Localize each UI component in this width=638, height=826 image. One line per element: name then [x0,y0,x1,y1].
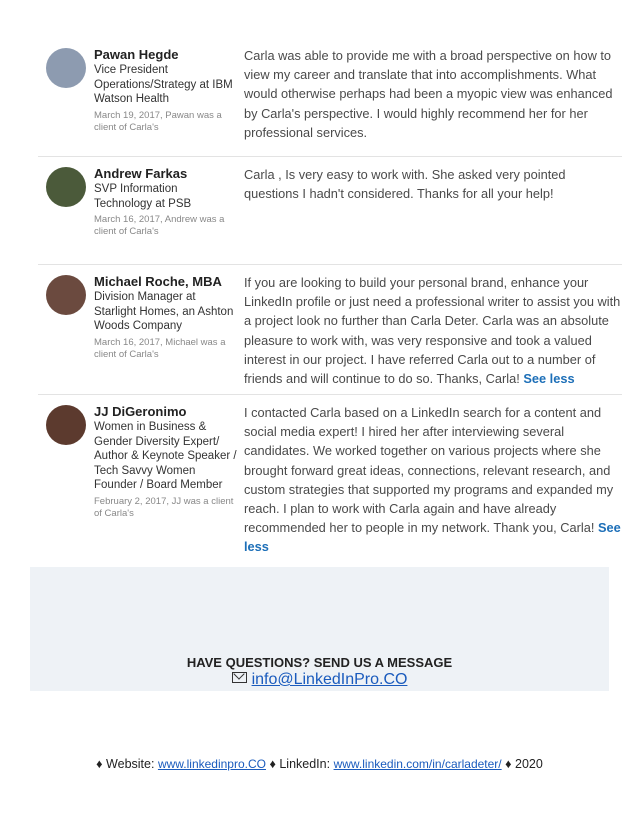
footer [30,757,609,771]
footer-year: 2020 [515,757,543,771]
envelope-icon [232,672,247,683]
avatar[interactable] [46,275,86,315]
recommendation-text: I contacted Carla based on a LinkedIn search for a content and social media expert! I hired her after interviewing several candidates. We worked together on various projects where she brought forward great ideas, connections, relevant research, and custom strategies that supported my programs and expanded my reach. I plan to work with Carla again and have already recommended her to people in my network. Thank you, Carla! See less [244,405,621,555]
recommendation-item [38,38,622,157]
recommendations-list [38,38,622,563]
message-heading: HAVE QUESTIONS? SEND US A MESSAGE [186,655,453,670]
website-link[interactable]: www.linkedinpro.CO [157,757,266,771]
recommender-title: SVP Information Technology at PSB [94,183,192,210]
recommendation-text: Carla was able to provide me with a broad perspective on how to view my career and translate that into accomplishments. What would otherwise perhaps had been a myopic view was enhanced by Carla's perspective. I would highly recommend her for her professional services. [244,48,613,140]
recommender-title: Vice President Operations/Strategy at IBM Watson Health [94,64,233,105]
diamond-bullet-icon: ♦ [96,757,103,771]
recommender-title: Women in Business & Gender Diversity Expert/ Author & Keynote Speaker / Tech Savvy Women Founder / Board Member [94,421,237,491]
recommendation-date: March 16, 2017, Michael was a client of Carla's [94,336,226,360]
see-less-link[interactable]: See less [523,371,575,387]
diamond-bullet-icon: ♦ [269,757,276,771]
message-box [30,567,609,691]
recommendation-date: February 2, 2017, JJ was a client of Carla's [94,495,234,519]
recommender-title: Division Manager at Starlight Homes, an Ashton Woods Company [94,291,234,332]
recommender-name[interactable]: Pawan Hegde [94,47,179,62]
recommender-name[interactable]: Andrew Farkas [94,166,188,181]
avatar[interactable] [46,405,86,445]
recommendation-text: If you are looking to build your personal brand, enhance your LinkedIn profile or just need a professional writer to assist you with a project look no further than Carla Deter. Carla was an absolute pleasure to work with, was very responsive and took a valued interest in our project. I have referred Carla out to a number of friends and will continue to do so. Thanks, Carla! See less [244,275,621,387]
avatar[interactable] [46,48,86,88]
recommendation-date: March 19, 2017, Pawan was a client of Carla's [94,109,222,133]
diamond-bullet-icon: ♦ [505,757,512,771]
recommendation-item [38,157,622,265]
recommendation-text: Carla , Is very easy to work with. She asked very pointed questions I hadn't considered. Thanks for all your help! [244,167,566,202]
recommender-name[interactable]: Michael Roche, MBA [94,274,222,289]
see-less-link[interactable]: See less [244,520,621,555]
recommender-name[interactable]: JJ DiGeronimo [94,404,187,419]
website-label: Website: [106,757,155,771]
recommendation-item [38,265,622,395]
linkedin-link[interactable]: www.linkedin.com/in/carladeter/ [333,757,502,771]
recommendation-item [38,395,622,563]
avatar[interactable] [46,167,86,207]
email-link[interactable]: info@LinkedInPro.CO [251,671,408,688]
message-email-line [30,671,609,689]
recommendation-date: March 16, 2017, Andrew was a client of Carla's [94,214,225,237]
linkedin-label: LinkedIn: [279,757,331,771]
